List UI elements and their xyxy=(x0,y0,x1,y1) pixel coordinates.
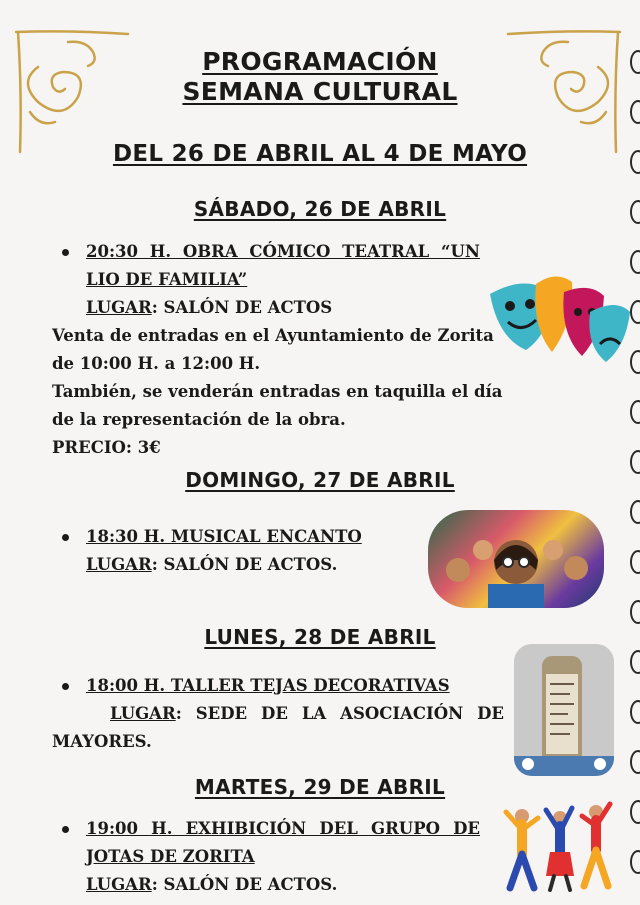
encanto-image xyxy=(428,510,604,608)
event-location: LUGAR: SALÓN DE ACTOS. xyxy=(86,875,338,894)
decorative-tile-image xyxy=(514,644,614,776)
ticket-info: de la representación de la obra. xyxy=(52,410,346,429)
event-location-cont: MAYORES. xyxy=(52,732,152,751)
event-title: 18:30 H. MUSICAL ENCANTO xyxy=(86,527,362,546)
day-heading-martes: MARTES, 29 DE ABRIL xyxy=(194,775,446,799)
day-heading-sabado: SÁBADO, 26 DE ABRIL xyxy=(193,197,447,221)
date-range: DEL 26 DE ABRIL AL 4 DE MAYO xyxy=(112,141,528,167)
event-location: LUGAR: SALÓN DE ACTOS. xyxy=(86,555,338,574)
page-title xyxy=(0,47,640,107)
title-line-2: SEMANA CULTURAL xyxy=(182,77,458,106)
ticket-info: Venta de entradas en el Ayuntamiento de Zorita xyxy=(52,326,494,345)
bullet-icon xyxy=(62,683,69,690)
title-line-1: PROGRAMACIÓN xyxy=(202,47,438,76)
event-title-cont: JOTAS DE ZORITA xyxy=(86,847,255,866)
theatre-masks-icon xyxy=(486,272,632,372)
event-title: 19:00 H. EXHIBICIÓN DEL GRUPO DE xyxy=(86,819,480,838)
bullet-icon xyxy=(62,826,69,833)
bullet-icon xyxy=(62,534,69,541)
ticket-price: PRECIO: 3€ xyxy=(52,438,161,457)
ticket-info: de 10:00 H. a 12:00 H. xyxy=(52,354,261,373)
event-title: 20:30 H. OBRA CÓMICO TEATRAL “UN xyxy=(86,242,480,261)
bullet-icon xyxy=(62,249,69,256)
day-heading-lunes: LUNES, 28 DE ABRIL xyxy=(204,625,436,649)
event-title-cont: LIO DE FAMILIA” xyxy=(86,270,248,289)
event-title: 18:00 H. TALLER TEJAS DECORATIVAS xyxy=(86,676,450,695)
day-heading-domingo: DOMINGO, 27 DE ABRIL xyxy=(185,468,455,492)
event-location: LUGAR: SALÓN DE ACTOS xyxy=(86,298,333,317)
event-location: LUGAR: SEDE DE LA ASOCIACIÓN DE xyxy=(110,704,504,723)
ticket-info: También, se venderán entradas en taquilla el día xyxy=(52,382,503,401)
dancers-icon xyxy=(500,796,620,896)
